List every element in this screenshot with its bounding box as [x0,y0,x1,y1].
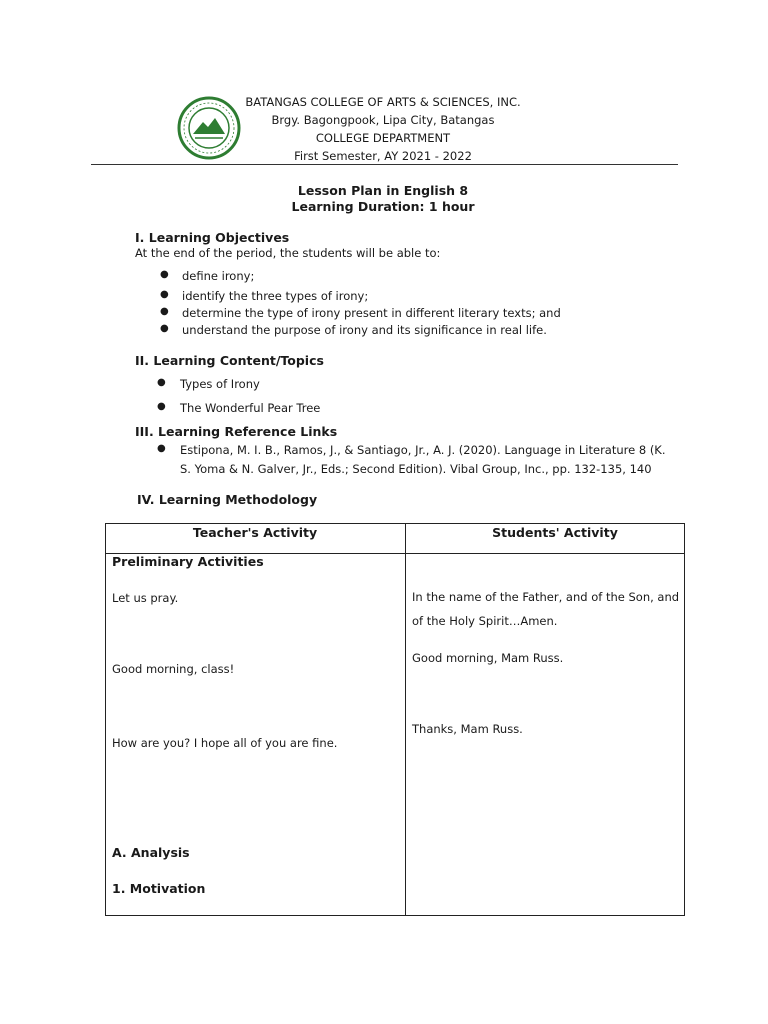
methodology-table [105,523,685,916]
student-line-prayer-continued: of the Holy Spirit…Amen. [412,614,558,628]
learning-duration: Learning Duration: 1 hour [291,199,475,214]
column-header-students: Students' Activity [492,525,618,540]
student-line-greeting: Good morning, Mam Russ. [412,651,564,665]
student-line-thanks: Thanks, Mam Russ. [412,722,523,736]
objectives-heading: I. Learning Objectives [135,230,290,245]
document-title: Lesson Plan in English 8 [297,183,469,198]
teacher-line-pray: Let us pray. [112,591,179,605]
student-line-prayer: In the name of the Father, and of the Son, and [412,590,680,604]
institution-address: Brgy. Bagongpook, Lipa City, Batangas [271,113,495,127]
motivation-heading: 1. Motivation [112,881,206,896]
teacher-line-greeting: Good morning, class! [112,662,235,676]
table-column-divider [405,524,406,915]
topic-item: ● The Wonderful Pear Tree [157,401,321,415]
bullet-icon: ● [160,269,169,280]
reference-item: ● Estipona, M. I. B., Ramos, J., & Santiago, Jr., A. J. (2020). Language in Literature 8 (K. [157,443,666,457]
semester-label: First Semester, AY 2021 - 2022 [294,149,472,163]
methodology-heading: IV. Learning Methodology [137,492,318,507]
preliminary-activities-label: Preliminary Activities [112,554,264,569]
reference-item-continued: S. Yoma & N. Galver, Jr., Eds.; Second Edition). Vibal Group, Inc., pp. 132-135, 140 [180,462,652,476]
bullet-icon: ● [157,401,166,412]
objective-item: ● define irony; [160,269,255,283]
objective-item: ● identify the three types of irony; [160,289,369,303]
bullet-icon: ● [160,289,169,300]
analysis-heading: A. Analysis [112,845,190,860]
column-header-teacher: Teacher's Activity [192,525,318,540]
institution-name: BATANGAS COLLEGE OF ARTS & SCIENCES, INC. [245,95,521,109]
bullet-icon: ● [157,377,166,388]
bullet-icon: ● [160,323,169,334]
objective-item: ● understand the purpose of irony and its significance in real life. [160,323,547,337]
topic-item: ● Types of Irony [157,377,260,391]
bullet-icon: ● [157,443,166,454]
header-divider [91,164,678,165]
objectives-intro: At the end of the period, the students will be able to: [135,246,441,260]
bullet-icon: ● [160,306,169,317]
objective-item: ● determine the type of irony present in different literary texts; and [160,306,561,320]
references-heading: III. Learning Reference Links [135,424,338,439]
department-name: COLLEGE DEPARTMENT [315,131,451,145]
content-heading: II. Learning Content/Topics [135,353,324,368]
teacher-line-question: How are you? I hope all of you are fine. [112,736,338,750]
